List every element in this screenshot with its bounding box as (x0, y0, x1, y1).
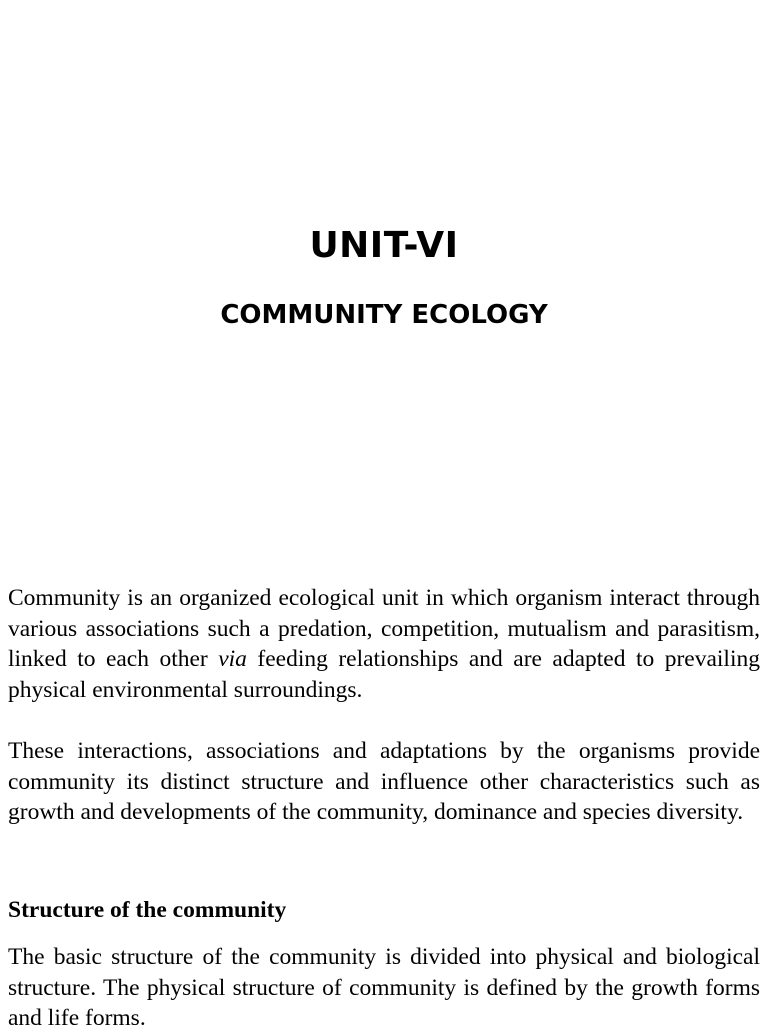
intro-paragraph-text-start: Community is an organized ecological unit in which organism interact through various associations such a predation, competition, mutualism and parasitism, linked to each other (8, 585, 760, 672)
intro-paragraph-italic-term: via (218, 646, 247, 672)
unit-title: UNIT-VI (309, 225, 459, 266)
interactions-paragraph: These interactions, associations and adaptations by the organisms provide community its distinct structure and influence other characteristics such as growth and developments of the community, dominance and species diversity. (8, 738, 760, 825)
subject-title: COMMUNITY ECOLOGY (220, 300, 548, 330)
section-heading: Structure of the community (8, 897, 287, 923)
intro-paragraph (8, 583, 760, 705)
intro-paragraph-text-end: feeding relationships and are adapted to prevailing physical environmental surroundings. (8, 646, 760, 703)
structure-paragraph: The basic structure of the community is divided into physical and biological structure. The physical structure of community is defined by the growth forms and life forms. (8, 944, 760, 1031)
